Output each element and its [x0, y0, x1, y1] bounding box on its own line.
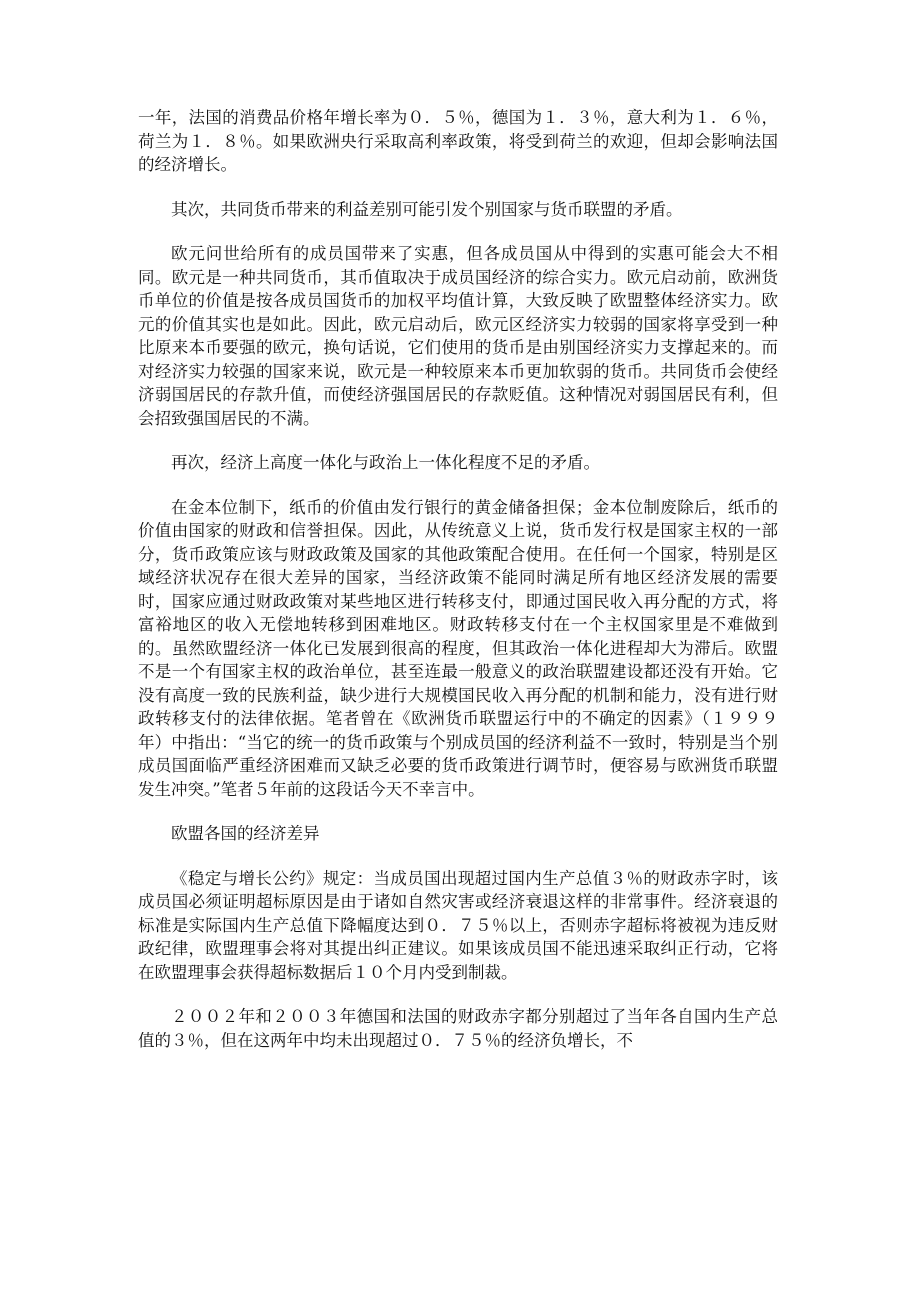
paragraph-second-point: 其次，共同货币带来的利益差别可能引发个别国家与货币联盟的矛盾。	[171, 199, 683, 219]
paragraph-third-point: 再次，经济上高度一体化与政治上一体化程度不足的矛盾。	[171, 453, 600, 472]
paragraph-stability-pact: 《稳定与增长公约》规定：当成员国出现超过国内生产总值３％的财政赤字时，该成员国必须证明超标原因是由于诸如自然灾害或经济衰退这样的非常事件。经济衰退的标准是实际国内生产总值下降幅度达到０．７５％以上，否则赤字超标将被视为违反财政纪律，欧盟理事会将对其提出纠正建议。如果该成员国不能迅速采取纠正行动，它将在欧盟理事会获得超标数据后１０个月内受到制裁。	[138, 868, 778, 982]
paragraph-euro-benefits: 欧元问世给所有的成员国带来了实惠，但各成员国从中得到的实惠可能会大不相同。欧元是一种共同货币，其币值取决于成员国经济的综合实力。欧元启动前，欧洲货币单位的价值是按各成员国货币的加权平均值计算，大致反映了欧盟整体经济实力。欧元的价值其实也是如此。因此，欧元启动后，欧元区经济实力较弱的国家将享受到一种比原来本币要强的欧元，换句话说，它们使用的货币是由别国经济实力支撑起来的。而对经济实力较强的国家来说，欧元是一种较原来本币更加软弱的货币。共同货币会使经济弱国居民的存款升值，而使经济强国居民的存款贬值。这种情况对弱国居民有利，但会招致强国居民的不满。	[138, 244, 778, 428]
document-page	[138, 106, 778, 1073]
paragraph-germany-france: ２００２年和２００３年德国和法国的财政赤字都分别超过了当年各自国内生产总值的３％，但在这两年中均未出现超过０．７５％的经济负增长，不	[138, 1007, 778, 1050]
section-heading: 欧盟各国的经济差异	[171, 824, 320, 843]
paragraph-gold-standard: 在金本位制下，纸币的价值由发行银行的黄金储备担保；金本位制废除后，纸币的价值由国家的财政和信誉担保。因此，从传统意义上说，货币发行权是国家主权的一部分，货币政策应该与财政政策及国家的其他政策配合使用。在任何一个国家，特别是区域经济状况存在很大差异的国家，当经济政策不能同时满足所有地区经济发展的需要时，国家应通过财政政策对某些地区进行转移支付，即通过国民收入再分配的方式，将富裕地区的收入无偿地转移到困难地区。财政转移支付在一个主权国家里是不难做到的。虽然欧盟经济一体化已发展到很高的程度，但其政治一体化进程却大为滞后。欧盟不是一个有国家主权的政治单位，甚至连最一般意义的政治联盟建设都还没有开始。它没有高度一致的民族利益，缺少进行大规模国民收入再分配的机制和能力，没有进行财政转移支付的法律依据。笔者曾在《欧洲货币联盟运行中的不确定的因素》（１９９９年）中指出：“当它的统一的货币政策与个别成员国的经济利益不一致时，特别是当个别成员国面临严重经济困难而又缺乏必要的货币政策进行调节时，便容易与欧洲货币联盟发生冲突。”笔者５年前的这段话今天不幸言中。	[138, 497, 778, 799]
paragraph-continuation: 一年，法国的消费品价格年增长率为０．５％，德国为１．３％，意大利为１．６％，荷兰为１．８％。如果欧洲央行采取高利率政策，将受到荷兰的欢迎，但却会影响法国的经济增长。	[138, 108, 778, 174]
